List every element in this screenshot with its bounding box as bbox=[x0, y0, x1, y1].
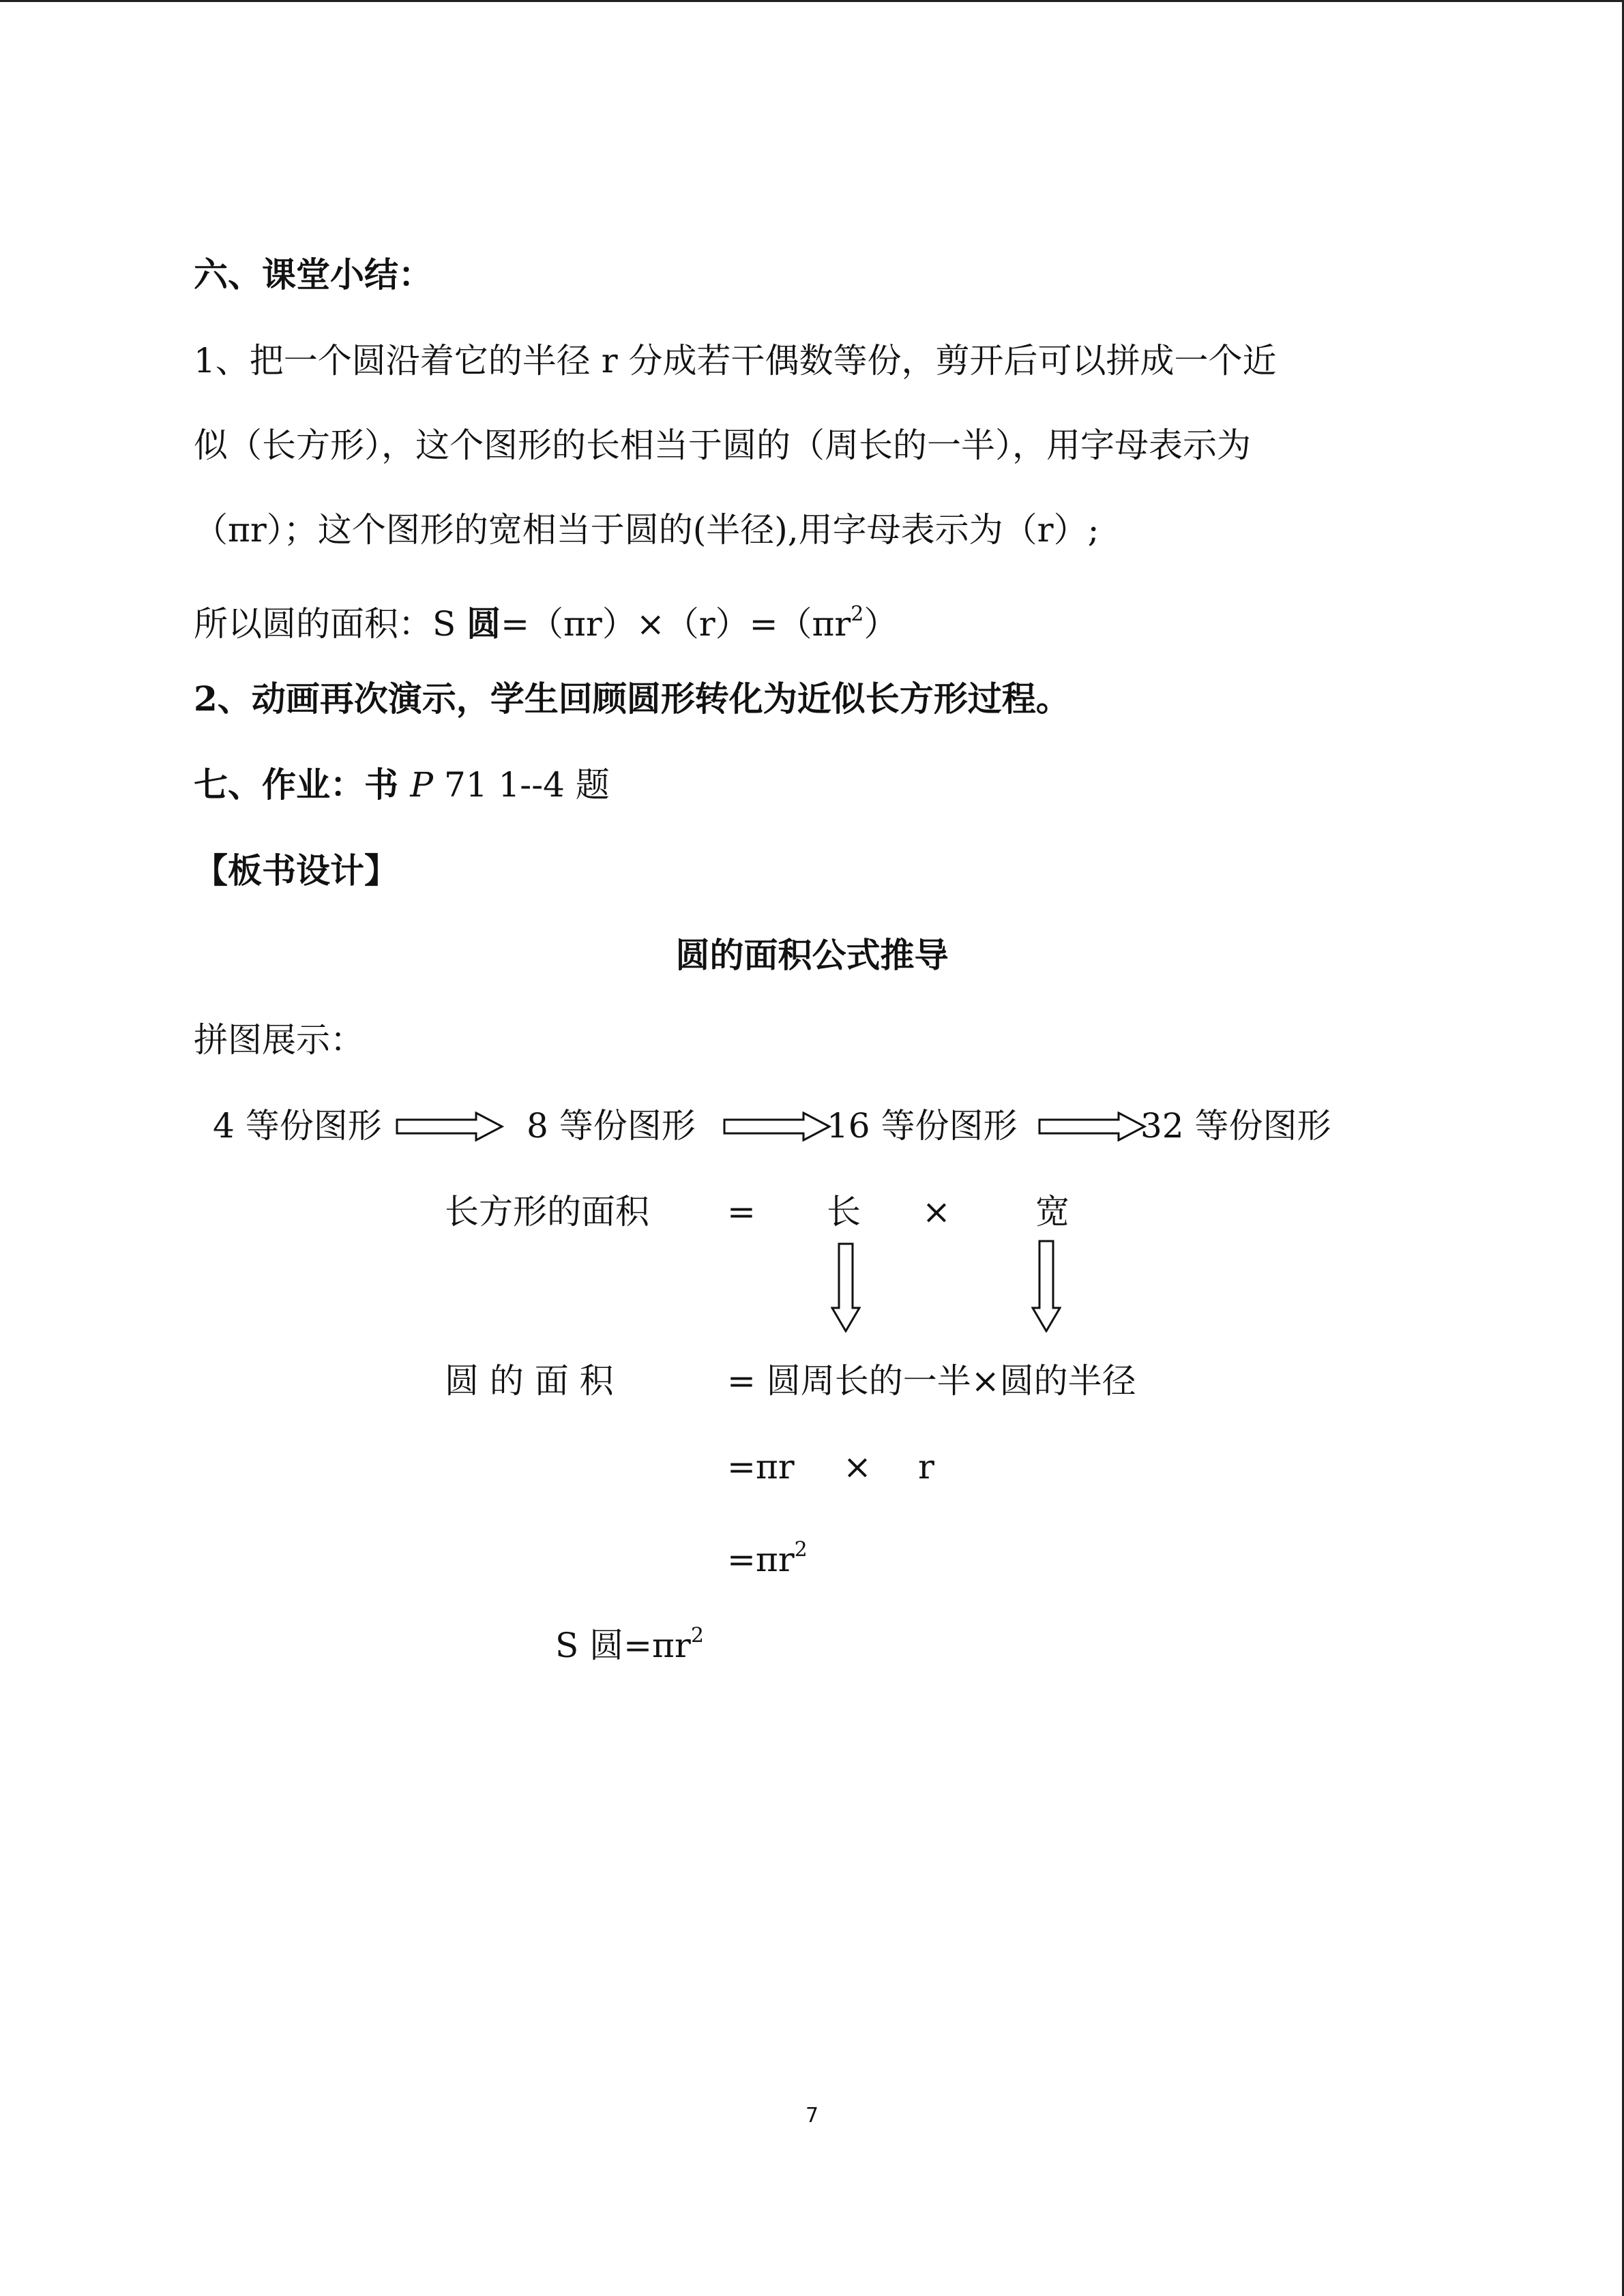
pi-r-term: =πr bbox=[727, 1447, 795, 1487]
step-4: 4 等份图形 bbox=[213, 1106, 382, 1146]
right-arrow-icon bbox=[723, 1112, 832, 1142]
circle-area-eq: = 圆周长的一半×圆的半径 bbox=[727, 1361, 1136, 1401]
area-s: S bbox=[432, 604, 467, 644]
section6-heading: 六、课堂小结： bbox=[194, 254, 432, 295]
section7-heading bbox=[194, 761, 610, 809]
down-arrow-icon bbox=[831, 1242, 861, 1332]
step-32: 32 等份图形 bbox=[1140, 1106, 1331, 1146]
eq4-sup: 2 bbox=[794, 1538, 808, 1562]
area-formula-line bbox=[194, 591, 898, 648]
eq3-times: × bbox=[843, 1447, 872, 1487]
area-formula: =（πr）×（r）=（πr bbox=[501, 604, 851, 644]
rect-equals: = bbox=[727, 1192, 756, 1232]
pi-r-squared bbox=[727, 1526, 808, 1583]
board-label: 【板书设计】 bbox=[194, 850, 398, 891]
width-label: 宽 bbox=[1035, 1192, 1069, 1232]
summary-item2: 2、动画再次演示，学生回顾圆形转化为近似长方形过程。 bbox=[194, 679, 1070, 719]
final-sup: 2 bbox=[690, 1624, 704, 1648]
final-text: S 圆=πr bbox=[555, 1626, 691, 1665]
final-formula bbox=[555, 1612, 704, 1669]
summary-item1-line2: 似（长方形），这个图形的长相当于圆的（周长的一半），用字母表示为 bbox=[194, 426, 1251, 465]
summary-item1-line3: （πr）；这个图形的宽相当于圆的(半径),用字母表示为（r）; bbox=[194, 510, 1099, 550]
page-number: 7 bbox=[805, 2104, 819, 2128]
right-arrow-icon bbox=[396, 1112, 505, 1142]
area-prefix: 所以圆的面积： bbox=[194, 604, 432, 644]
times-sign: × bbox=[922, 1192, 951, 1232]
length-label: 长 bbox=[827, 1192, 861, 1232]
board-title: 圆的面积公式推导 bbox=[675, 935, 949, 975]
summary-item1-line1: 1、把一个圆沿着它的半径 r 分成若干偶数等份，剪开后可以拼成一个近 bbox=[194, 341, 1277, 381]
down-arrow-icon bbox=[1031, 1240, 1061, 1332]
homework-p: P bbox=[410, 765, 434, 805]
step-8: 8 等份图形 bbox=[527, 1106, 696, 1146]
homework-suffix: 71 1--4 题 bbox=[433, 765, 610, 805]
step-16: 16 等份图形 bbox=[827, 1106, 1018, 1146]
area-close: ） bbox=[863, 604, 898, 644]
eq4-text: =πr bbox=[727, 1540, 795, 1579]
homework-prefix: 七、作业：书 bbox=[194, 764, 411, 805]
rect-area-label: 长方形的面积 bbox=[445, 1192, 649, 1232]
puzzle-label: 拼图展示： bbox=[194, 1020, 364, 1060]
area-circle: 圆 bbox=[467, 603, 501, 644]
area-sup: 2 bbox=[851, 602, 864, 626]
circle-area-label: 圆 的 面 积 bbox=[445, 1361, 614, 1401]
eq3-r: r bbox=[918, 1447, 934, 1487]
right-arrow-icon bbox=[1038, 1112, 1147, 1142]
